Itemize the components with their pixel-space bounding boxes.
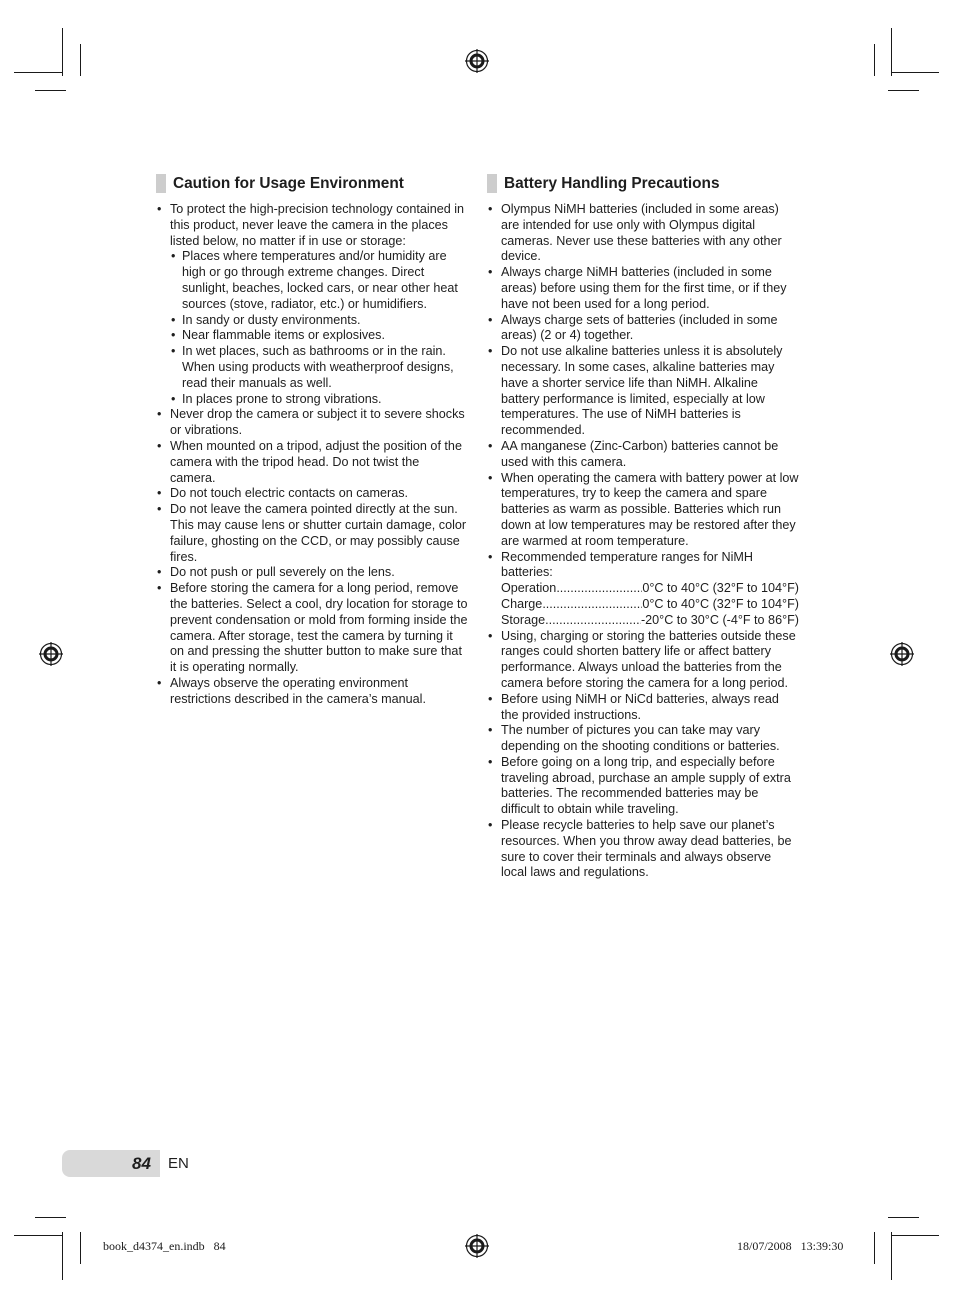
sublist-item: • Near flammable items or explosives. xyxy=(170,328,468,344)
list-item: • Please recycle batteries to help save our planet’s resources. When you throw away dead batteries, be sure to cover their terminals and always observe local laws and regulations. xyxy=(487,818,799,881)
footer-timestamp: 18/07/2008 13:39:30 xyxy=(737,1239,844,1253)
list-item: • Always observe the operating environment restrictions described in the camera’s manual. xyxy=(156,676,468,708)
temperature-row xyxy=(501,597,799,613)
crop-mark xyxy=(891,1235,939,1236)
sublist-item: • In sandy or dusty environments. xyxy=(170,313,468,329)
page-language: EN xyxy=(168,1155,189,1172)
temperature-row xyxy=(501,581,799,597)
crop-mark xyxy=(891,72,939,73)
caution-list xyxy=(156,202,468,708)
temperature-label: Operation xyxy=(501,581,557,596)
list-item: • Never drop the camera or subject it to severe shocks or vibrations. xyxy=(156,407,468,439)
sublist-item: • In places prone to strong vibrations. xyxy=(170,392,468,408)
battery-list xyxy=(487,202,799,881)
list-item: • Do not leave the camera pointed directly at the sun. This may cause lens or shutter curtain damage, color failure, ghosting on the CCD, or may possibly cause fires. xyxy=(156,502,468,565)
crop-mark xyxy=(14,1235,62,1236)
heading-bar xyxy=(156,174,166,193)
sublist-item: • Places where temperatures and/or humidity are high or go through extreme changes. Direct sunlight, beaches, locked cars, or near other heat sources (stove, radiator, etc.) or humidifiers. xyxy=(170,249,468,312)
temperature-row xyxy=(501,613,799,629)
crop-mark xyxy=(35,1217,66,1218)
crop-mark xyxy=(891,1232,892,1280)
crop-mark xyxy=(35,90,66,91)
crop-mark xyxy=(874,1232,875,1264)
crop-mark xyxy=(14,72,62,73)
list-item: • Do not use alkaline batteries unless it is absolutely necessary. In some cases, alkaline batteries may have a shorter service life than NiMH. Alkaline battery performance is limited, especially at low temperatures. The use of NiMH batteries is recommended. xyxy=(487,344,799,439)
section-title: Caution for Usage Environment xyxy=(173,175,404,192)
sublist-item: • In wet places, such as bathrooms or in the rain. When using products with weatherproof designs, read their manuals as well. xyxy=(170,344,468,391)
crop-mark xyxy=(62,1232,63,1280)
footer-filename: book_d4374_en.indb 84 xyxy=(103,1239,226,1253)
registration-mark-icon xyxy=(890,642,914,666)
temperature-value: 0°C to 40°C (32°F to 104°F) xyxy=(642,596,799,611)
list-item: • When operating the camera with battery power at low temperatures, try to keep the camera and spare batteries as warm as possible. Batteries which run down at low temperatures may be restored after they are warmed at room temperature. xyxy=(487,471,799,550)
list-item: • Before using NiMH or NiCd batteries, always read the provided instructions. xyxy=(487,692,799,724)
leader-dots xyxy=(556,581,642,597)
list-item xyxy=(156,202,468,407)
page-number: 84 xyxy=(132,1154,151,1173)
crop-mark xyxy=(80,1232,81,1264)
registration-mark-icon xyxy=(465,49,489,73)
list-item: • AA manganese (Zinc-Carbon) batteries cannot be used with this camera. xyxy=(487,439,799,471)
section-heading xyxy=(487,173,799,193)
crop-mark xyxy=(62,28,63,76)
list-item: • Olympus NiMH batteries (included in some areas) are intended for use only with Olympus digital cameras. Never use these batteries with any other device. xyxy=(487,202,799,265)
crop-mark xyxy=(891,28,892,76)
list-item: • Before storing the camera for a long period, remove the batteries. Select a cool, dry location for storage to prevent condensation or mold from forming inside the camera. After storage, test the camera by turning it on and pressing the shutter button to make sure that it is operating normally. xyxy=(156,581,468,676)
list-item: • When mounted on a tripod, adjust the position of the camera with the tripod head. Do not twist the camera. xyxy=(156,439,468,486)
battery-handling-section xyxy=(487,173,799,881)
list-item: • Do not push or pull severely on the lens. xyxy=(156,565,468,581)
registration-mark-icon xyxy=(39,642,63,666)
section-title: Battery Handling Precautions xyxy=(504,175,720,192)
list-item: • Always charge sets of batteries (included in some areas) (2 or 4) together. xyxy=(487,313,799,345)
temperature-label: Storage xyxy=(501,612,546,627)
list-item: • Before going on a long trip, and especially before traveling abroad, purchase an ample supply of extra batteries. The recommended batteries may be difficult to obtain while traveling. xyxy=(487,755,799,818)
registration-mark-icon xyxy=(465,1234,489,1258)
leader-dots xyxy=(542,597,642,613)
list-item: • Do not touch electric contacts on cameras. xyxy=(156,486,468,502)
temperature-list-item xyxy=(487,550,799,629)
crop-mark xyxy=(888,1217,919,1218)
leader-dots xyxy=(545,613,641,629)
crop-mark xyxy=(888,90,919,91)
crop-mark xyxy=(80,44,81,76)
temperature-value: 0°C to 40°C (32°F to 104°F) xyxy=(642,581,799,596)
temperature-label: Charge xyxy=(501,596,543,611)
section-heading xyxy=(156,173,468,193)
location-sublist xyxy=(170,249,468,407)
list-item: • Using, charging or storing the batteries outside these ranges could shorten battery life or affect battery performance. Always unload the batteries from the camera before storing the camera for a long period. xyxy=(487,629,799,692)
crop-mark xyxy=(874,44,875,76)
temperature-value: -20°C to 30°C (-4°F to 86°F) xyxy=(640,612,799,627)
list-item-text: • To protect the high-precision technology contained in this product, never leave the camera in the places listed below, no matter if in use or storage: xyxy=(170,202,465,248)
temperature-intro: • Recommended temperature ranges for NiMH batteries: xyxy=(501,549,753,580)
list-item: • Always charge NiMH batteries (included in some areas) before using them for the first time, or if they have not been used for a long period. xyxy=(487,265,799,312)
list-item: • The number of pictures you can take may vary depending on the shooting conditions or batteries. xyxy=(487,723,799,755)
usage-environment-section xyxy=(156,173,468,708)
heading-bar xyxy=(487,174,497,193)
